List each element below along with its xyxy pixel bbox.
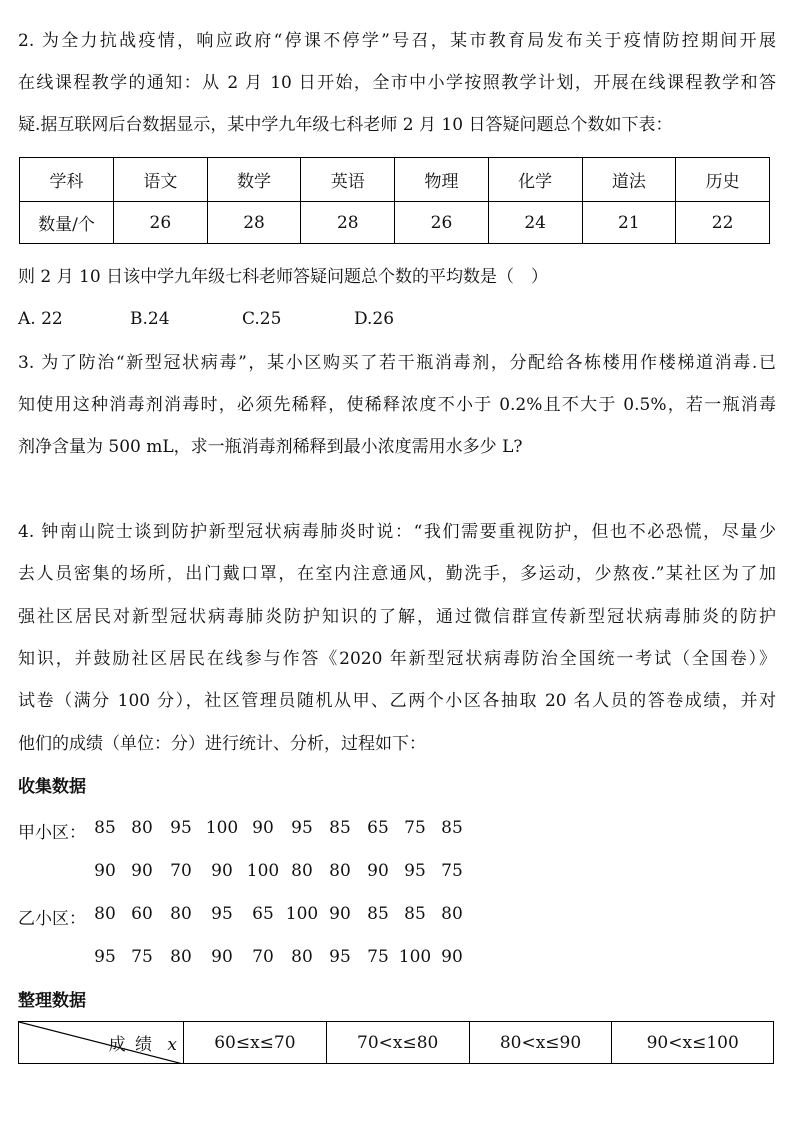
q4-line-6: 他们的成绩（单位：分）进行统计、分析，过程如下： <box>18 734 426 754</box>
q2-line-3: 疑.据互联网后台数据显示，某中学九年级七科老师 2 月 10 日答疑问题总个数如下表： <box>18 115 673 135</box>
q4-line-5: 试卷（满分 100 分），社区管理员随机从甲、乙两个小区各抽取 20 名人员的答卷成绩，并对 <box>18 691 776 711</box>
table-cell: 26 <box>395 202 489 244</box>
score: 80 <box>291 861 313 881</box>
score: 90 <box>367 861 389 881</box>
score: 65 <box>367 818 389 838</box>
table-header-cell: 语文 <box>114 158 208 202</box>
score: 60 <box>131 904 153 924</box>
table-header-cell: 学科 <box>20 158 114 202</box>
yi-scores-row-2 <box>87 947 471 967</box>
jia-scores-row-1 <box>87 818 471 838</box>
range-cell: 70<x≤80 <box>326 1022 469 1064</box>
q2-options <box>18 308 776 330</box>
q4-line-3: 强社区居民对新型冠状病毒肺炎防护知识的了解，通过微信群宣传新型冠状病毒肺炎的防护 <box>18 607 776 627</box>
score: 85 <box>94 818 116 838</box>
range-cell: 80<x≤90 <box>469 1022 612 1064</box>
jia-scores-row-2 <box>87 861 471 881</box>
score: 65 <box>252 904 274 924</box>
organize-data-heading: 整理数据 <box>18 991 86 1011</box>
table-row <box>19 1022 774 1064</box>
range-cell: 90<x≤100 <box>612 1022 774 1064</box>
range-cell: 60≤x≤70 <box>184 1022 327 1064</box>
score: 90 <box>211 947 233 967</box>
option-a: A. 22 <box>18 309 63 329</box>
table-header-cell: 数学 <box>207 158 301 202</box>
score: 90 <box>441 947 463 967</box>
score: 85 <box>329 818 351 838</box>
table-header-cell: 历史 <box>676 158 770 202</box>
q4-line-4: 知识，并鼓励社区居民在线参与作答《2020 年新型冠状病毒防治全国统一考试（全国卷）》 <box>18 649 776 669</box>
table-cell: 28 <box>207 202 301 244</box>
table-header-cell: 英语 <box>301 158 395 202</box>
subject-count-table <box>19 157 770 244</box>
score: 70 <box>252 947 274 967</box>
score: 70 <box>170 861 192 881</box>
score: 75 <box>131 947 153 967</box>
score: 90 <box>94 861 116 881</box>
corner-var: x <box>167 1035 177 1055</box>
score: 75 <box>404 818 426 838</box>
grade-range-table <box>18 1021 774 1064</box>
score: 100 <box>285 904 319 924</box>
score: 80 <box>131 818 153 838</box>
score: 80 <box>291 947 313 967</box>
table-cell: 26 <box>114 202 208 244</box>
table-header-cell: 物理 <box>395 158 489 202</box>
table-row <box>20 202 770 244</box>
jia-label: 甲小区： <box>18 823 86 843</box>
table-cell: 22 <box>676 202 770 244</box>
score: 100 <box>398 947 432 967</box>
score: 100 <box>246 861 280 881</box>
q3-line-2: 知使用这种消毒剂消毒时，必须先稀释，使稀释浓度不小于 0.2%且不大于 0.5%，若一瓶消毒 <box>18 395 776 415</box>
q3-line-3: 剂净含量为 500 mL，求一瓶消毒剂稀释到最小浓度需用水多少 L? <box>18 437 523 457</box>
table-cell: 21 <box>582 202 676 244</box>
score: 95 <box>329 947 351 967</box>
yi-scores-row-1 <box>87 904 471 924</box>
table-header-cell: 化学 <box>488 158 582 202</box>
score: 80 <box>441 904 463 924</box>
score: 85 <box>367 904 389 924</box>
table-cell: 24 <box>488 202 582 244</box>
option-c: C.25 <box>242 309 282 329</box>
diagonal-header-cell <box>19 1022 184 1064</box>
score: 100 <box>205 818 239 838</box>
table-header-cell: 道法 <box>582 158 676 202</box>
score: 80 <box>329 861 351 881</box>
score: 80 <box>170 947 192 967</box>
yi-label: 乙小区： <box>18 909 86 929</box>
score: 90 <box>329 904 351 924</box>
q3-line-1: 3. 为了防治“新型冠状病毒”，某小区购买了若干瓶消毒剂，分配给各栋楼用作楼梯道消毒.已 <box>18 353 776 373</box>
score: 90 <box>252 818 274 838</box>
table-row <box>20 158 770 202</box>
score: 90 <box>131 861 153 881</box>
score: 75 <box>441 861 463 881</box>
score: 85 <box>441 818 463 838</box>
score: 95 <box>291 818 313 838</box>
option-d: D.26 <box>354 309 395 329</box>
score: 80 <box>94 904 116 924</box>
q4-line-2: 去人员密集的场所，出门戴口罩，在室内注意通风，勤洗手，多运动，少熬夜.”某社区为了加 <box>18 564 776 584</box>
q2-question: 则 2 月 10 日该中学九年级七科老师答疑问题总个数的平均数是（ ） <box>18 267 549 287</box>
score: 95 <box>94 947 116 967</box>
score: 95 <box>404 861 426 881</box>
q4-line-1: 4. 钟南山院士谈到防护新型冠状病毒肺炎时说：“我们需要重视防护，但也不必恐慌，尽量少 <box>18 522 776 542</box>
corner-label: 成 绩 <box>108 1035 154 1055</box>
option-b: B.24 <box>130 309 170 329</box>
score: 90 <box>211 861 233 881</box>
score: 95 <box>211 904 233 924</box>
q2-line-2: 在线课程教学的通知：从 2 月 10 日开始，全市中小学按照教学计划，开展在线课程教学和答 <box>18 73 776 93</box>
diagonal-line <box>19 1022 183 1064</box>
collect-data-heading: 收集数据 <box>18 777 86 797</box>
score: 95 <box>170 818 192 838</box>
table-row-label: 数量/个 <box>20 202 114 244</box>
score: 75 <box>367 947 389 967</box>
q2-line-1: 2. 为全力抗战疫情，响应政府“停课不停学”号召，某市教育局发布关于疫情防控期间开展 <box>18 31 776 51</box>
score: 80 <box>170 904 192 924</box>
score: 85 <box>404 904 426 924</box>
table-cell: 28 <box>301 202 395 244</box>
